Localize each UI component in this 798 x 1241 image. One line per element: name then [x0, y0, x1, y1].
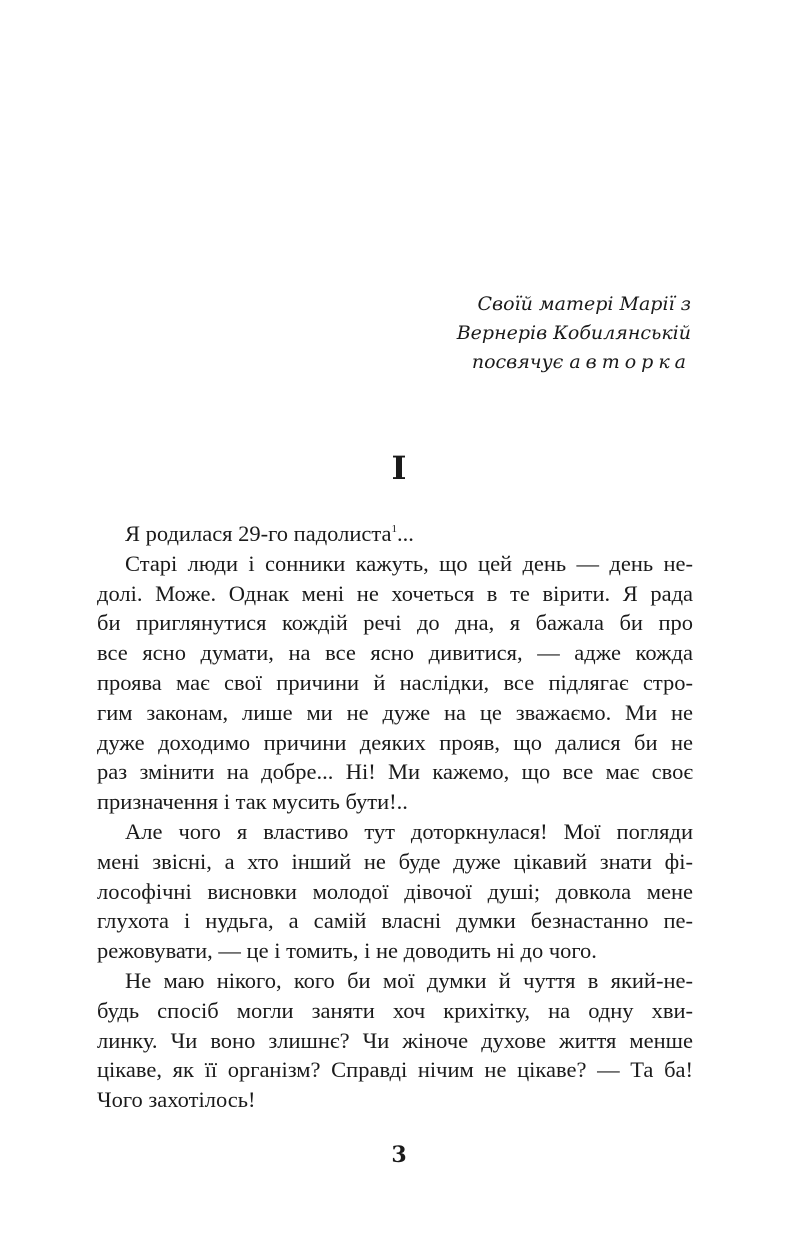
paragraph-line: линку. Чи воно злишнє? Чи жіноче духове життя менше: [97, 1027, 693, 1053]
paragraph-line: глухота і нудьга, а самій власні думки безнастанно пе-: [97, 908, 693, 934]
dedication-author: авторка: [569, 351, 691, 373]
paragraph-line: все ясно думати, на все ясно дивитися, — адже кожда: [97, 640, 693, 666]
paragraph-2: [97, 549, 693, 817]
paragraph-line: Але чого я властиво тут доторкнулася! Мої погляди: [125, 818, 693, 844]
paragraph-4: [97, 966, 693, 1115]
page-number: 3: [391, 1142, 407, 1168]
paragraph-1: [97, 519, 693, 549]
dedication-line-2: Вернерів Кобилянській: [456, 322, 691, 344]
paragraph-line: лософічні висновки молодої дівочої душі; довкола мене: [97, 878, 693, 904]
chapter-heading: I: [391, 449, 407, 487]
paragraph-1-text: Я родилася 29-го падолиста: [125, 521, 392, 546]
footnote-mark[interactable]: 1: [391, 523, 397, 535]
paragraph-line: призначення і так мусить бути!..: [97, 789, 408, 815]
paragraph-3: [97, 817, 693, 966]
paragraph-line: Старі люди і сонники кажуть, що цей день — день не-: [125, 550, 693, 576]
paragraph-line: [97, 519, 693, 549]
paragraph-1-ellipsis: ...: [396, 521, 414, 546]
dedication-verb: посвячує: [471, 351, 564, 373]
paragraph-line: проява має свої причини й наслідки, все підлягає стро-: [97, 669, 693, 695]
paragraph-line: би приглянутися кождій речі до дна, я бажала би про: [97, 610, 693, 636]
paragraph-line: цікаве, як її організм? Справді нічим не цікаве? — Та ба!: [97, 1057, 693, 1083]
paragraph-line: будь спосіб могли заняти хоч крихітку, на одну хви-: [97, 997, 693, 1023]
paragraph-line: раз змінити на добре... Ні! Ми кажемо, що все має своє: [97, 759, 693, 785]
body-text: [97, 519, 693, 1115]
paragraph-line: Не маю нікого, кого би мої думки й чуття в який-не-: [125, 967, 693, 993]
paragraph-line: мені звісні, а хто інший не буде дуже цікавий знати фі-: [97, 848, 693, 874]
paragraph-line: режовувати, — це і томить, і не доводить ні до чого.: [97, 938, 597, 964]
dedication: [331, 290, 691, 377]
paragraph-line: гим законам, лише ми не дуже на це зважаємо. Ми не: [97, 699, 693, 725]
paragraph-line: дуже доходимо причини деяких прояв, що далися би не: [97, 729, 693, 755]
dedication-line-3: [331, 348, 691, 377]
dedication-line-1: Своїй матері Марії з: [477, 293, 691, 315]
paragraph-line: долі. Може. Однак мені не хочеться в те вірити. Я рада: [97, 580, 693, 606]
paragraph-line: Чого захотілось!: [97, 1087, 256, 1113]
